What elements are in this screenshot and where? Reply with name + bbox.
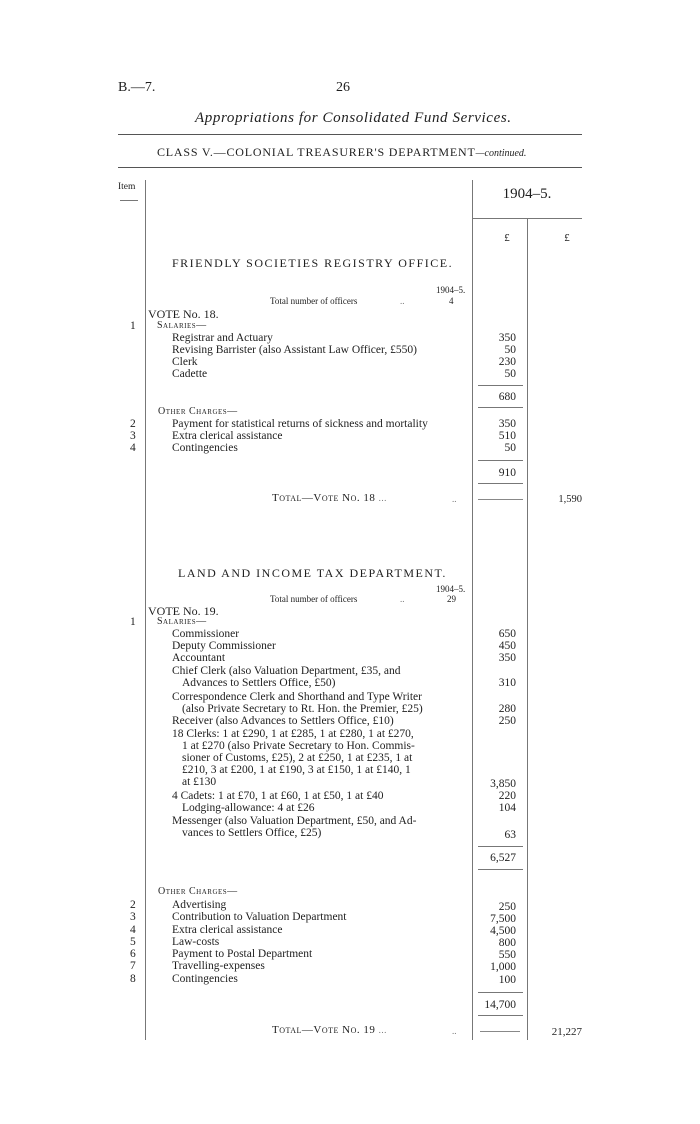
charge-line: Contingencies	[172, 442, 238, 454]
charge-line: Extra clerical assistance	[172, 924, 283, 936]
page-title: Appropriations for Consolidated Fund Services.	[195, 110, 512, 126]
vote-total-text: Total—Vote No. 18	[272, 492, 376, 504]
salary-amount: 350	[498, 652, 516, 664]
vote-heading-19: VOTE No. 19.	[148, 604, 219, 618]
leader-dots: ..	[400, 296, 405, 306]
salary-amount: 50	[504, 368, 516, 380]
charge-amount: 1,000	[490, 961, 516, 973]
section-title-friendly: FRIENDLY SOCIETIES REGISTRY OFFICE.	[172, 256, 454, 270]
salary-line: vances to Settlers Office, £25)	[182, 827, 322, 839]
salary-amount: 250	[498, 715, 516, 727]
total-dash	[478, 499, 523, 500]
charge-line: Contingencies	[172, 973, 238, 985]
salary-line: Commissioner	[172, 628, 240, 640]
item-number: 1	[130, 320, 136, 332]
item-number: 5	[130, 936, 136, 948]
salary-amount: 3,850	[490, 778, 516, 790]
charge-amount: 800	[498, 937, 516, 949]
salary-amount: 310	[498, 677, 516, 689]
subtotal-rule	[478, 460, 523, 461]
salary-line: (also Private Secretary to Rt. Hon. the Premier, £25)	[182, 703, 423, 715]
other-charges-subtotal: 910	[498, 467, 516, 479]
salary-line: Messenger (also Valuation Department, £50, and Ad-	[172, 815, 417, 827]
salary-amount: 350	[498, 332, 516, 344]
section-title-land: LAND AND INCOME TAX DEPARTMENT.	[178, 566, 447, 580]
charge-line: Travelling-expenses	[172, 960, 265, 972]
salary-amount: 450	[498, 640, 516, 652]
salaries-heading: Salaries—	[157, 616, 207, 627]
charge-amount: 250	[498, 901, 516, 913]
vote-heading-18: VOTE No. 18.	[148, 307, 219, 321]
class-heading-text: CLASS V.—COLONIAL TREASURER'S DEPARTMENT	[157, 145, 476, 159]
item-number: 4	[130, 924, 136, 936]
salary-line: Registrar and Actuary	[172, 332, 273, 344]
salary-line: 4 Cadets: 1 at £70, 1 at £60, 1 at £50, 1 at £40	[172, 790, 384, 802]
item-number: 2	[130, 418, 136, 430]
item-number: 4	[130, 442, 136, 454]
land-officers-value: 29	[447, 594, 456, 604]
charge-line: Extra clerical assistance	[172, 430, 283, 442]
vote-total-value: 21,227	[551, 1026, 582, 1038]
salary-line: Deputy Commissioner	[172, 640, 276, 652]
charge-amount: 100	[498, 974, 516, 986]
friendly-officers-year: 1904–5.	[436, 285, 466, 295]
class-heading-continued: —continued.	[475, 148, 527, 159]
vote-total-label	[272, 492, 387, 504]
charge-line: Advertising	[172, 899, 227, 911]
pound-unit-right: £	[564, 232, 570, 244]
charge-amount: 4,500	[490, 925, 516, 937]
item-number: 8	[130, 973, 136, 985]
item-column-header: Item	[118, 182, 136, 192]
charge-amount: 550	[498, 949, 516, 961]
salaries-subtotal: 6,527	[490, 852, 516, 864]
friendly-officers-label: Total number of officers	[270, 296, 358, 306]
page-number: 26	[336, 80, 350, 95]
salary-amount: 220	[498, 790, 516, 802]
charge-amount: 50	[504, 442, 516, 454]
item-number: 3	[130, 911, 136, 923]
subtotal-rule	[478, 385, 523, 386]
subtotal-rule	[478, 407, 523, 408]
item-number: 7	[130, 960, 136, 972]
year-header-rule	[472, 218, 582, 219]
subtotal-rule	[478, 1015, 523, 1016]
class-heading	[157, 145, 526, 160]
salary-line: 1 at £270 (also Private Secretary to Hon. Commis-	[182, 740, 415, 752]
charge-amount: 7,500	[490, 913, 516, 925]
charge-line: Payment to Postal Department	[172, 948, 313, 960]
salary-line: 18 Clerks: 1 at £290, 1 at £285, 1 at £280, 1 at £270,	[172, 728, 414, 740]
salary-line: sioner of Customs, £25), 2 at £250, 1 at £235, 1 at	[182, 752, 413, 764]
salary-amount: 50	[504, 344, 516, 356]
subtotal-rule	[478, 992, 523, 993]
class-rule	[118, 167, 582, 168]
salary-line: Correspondence Clerk and Shorthand and Type Writer	[172, 691, 422, 703]
salaries-heading: Salaries—	[157, 320, 207, 331]
vote-total-text: Total—Vote No. 19	[272, 1024, 376, 1036]
salary-line: Clerk	[172, 356, 198, 368]
leader-dots: ...	[378, 1025, 387, 1035]
other-charges-heading: Other Charges—	[158, 886, 238, 897]
total-dash	[480, 1031, 520, 1032]
year-column-header: 1904–5.	[502, 186, 552, 202]
leader-dots: ...	[378, 493, 387, 503]
leader-dots: ..	[452, 1026, 457, 1036]
friendly-officers-value: 4	[449, 296, 454, 306]
salary-line: Receiver (also Advances to Settlers Office, £10)	[172, 715, 394, 727]
salary-amount: 104	[498, 802, 516, 814]
item-column-rule	[145, 180, 146, 1040]
charge-line: Contribution to Valuation Department	[172, 911, 347, 923]
salary-line: Advances to Settlers Office, £50)	[182, 677, 336, 689]
other-charges-heading: Other Charges—	[158, 406, 238, 417]
charge-amount: 350	[498, 418, 516, 430]
salary-amount: 280	[498, 703, 516, 715]
salary-amount: 650	[498, 628, 516, 640]
salary-line: Chief Clerk (also Valuation Department, £35, and	[172, 665, 401, 677]
charge-amount: 510	[498, 430, 516, 442]
vote-total-value: 1,590	[558, 494, 582, 505]
page-ref: B.—7.	[118, 80, 156, 95]
salary-line: £210, 3 at £200, 1 at £190, 3 at £150, 1 at £140, 1	[182, 764, 411, 776]
item-number: 6	[130, 948, 136, 960]
other-charges-subtotal: 14,700	[484, 999, 516, 1011]
item-number: 3	[130, 430, 136, 442]
subtotal-rule	[478, 869, 523, 870]
salary-line: at £130	[182, 776, 217, 788]
salary-line: Lodging-allowance: 4 at £26	[182, 802, 315, 814]
land-officers-year: 1904–5.	[436, 584, 466, 594]
item-number: 2	[130, 899, 136, 911]
salary-line: Cadette	[172, 368, 208, 380]
charge-line: Payment for statistical returns of sickness and mortality	[172, 418, 428, 430]
salaries-subtotal: 680	[498, 391, 516, 403]
pound-unit-left: £	[504, 232, 510, 244]
header-rule	[118, 134, 582, 135]
land-officers-label: Total number of officers	[270, 594, 358, 604]
vote-total-label	[272, 1024, 387, 1036]
salary-line: Revising Barrister (also Assistant Law Officer, £550)	[172, 344, 417, 356]
leader-dots: ..	[452, 494, 457, 504]
subtotal-rule	[478, 846, 523, 847]
item-header-underline	[120, 200, 138, 201]
item-number: 1	[130, 616, 136, 628]
subtotal-rule	[478, 483, 523, 484]
charge-line: Law-costs	[172, 936, 220, 948]
salary-amount: 230	[498, 356, 516, 368]
amount-mid-rule	[527, 218, 528, 1040]
salary-line: Accountant	[172, 652, 226, 664]
salary-amount: 63	[504, 829, 516, 841]
leader-dots: ..	[400, 594, 405, 604]
